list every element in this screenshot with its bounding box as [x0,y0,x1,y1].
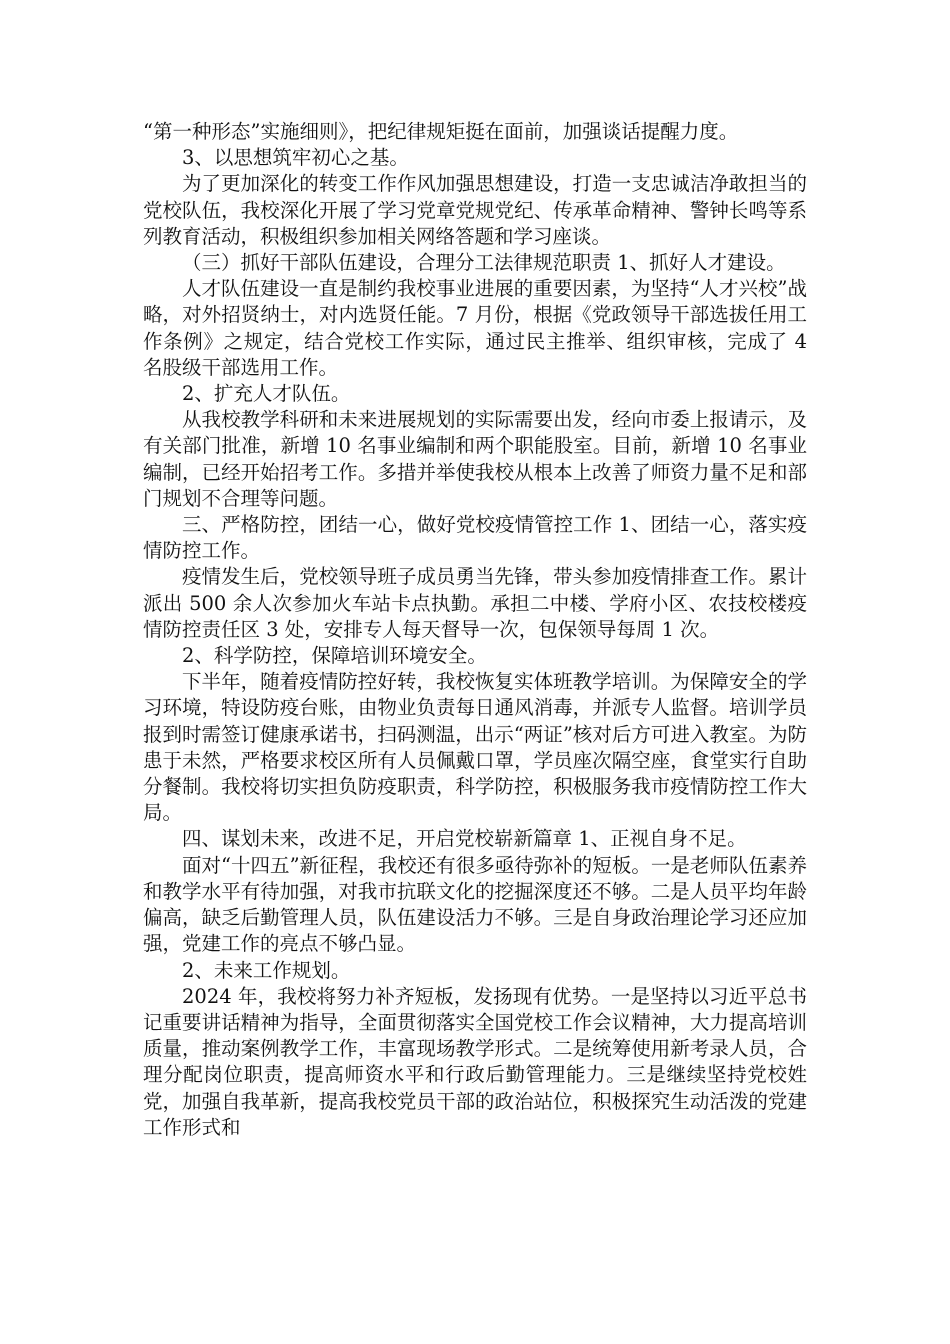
paragraph-5: 人才队伍建设一直是制约我校事业进展的重要因素，为坚持“人才兴校”战略，对外招贤纳士，对内选贤任能。7 月份，根据《党政领导干部选拔任用工作条例》之规定，结合党校工作实际，通过民主推举、组织审核，完成了 4 名股级干部选用工作。 [143,277,807,379]
paragraph-13: 面对“十四五”新征程，我校还有很多亟待弥补的短板。一是老师队伍素养和教学水平有待加强，对我市抗联文化的挖掘深度还不够。二是人员平均年龄偏高，缺乏后勤管理人员，队伍建设活力不够。三是自身政治理论学习还应加强，党建工作的亮点不够凸显。 [143,853,807,956]
paragraph-12: 四、谋划未来，改进不足，开启党校崭新篇章 1、正视自身不足。 [182,827,747,851]
paragraph-8: 三、严格防控，团结一心，做好党校疫情管控工作 1、团结一心，落实疫情防控工作。 [143,513,807,563]
paragraph-4: （三）抓好干部队伍建设，合理分工法律规范职责 1、抓好人才建设。 [182,251,786,275]
paragraph-6: 2、扩充人才队伍。 [182,382,351,406]
paragraph-1: “第一种形态”实施细则》，把纪律规矩挺在面前，加强谈话提醒力度。 [143,120,739,143]
document-page [143,119,807,1141]
paragraph-9: 疫情发生后，党校领导班子成员勇当先锋，带头参加疫情排查工作。累计派出 500 余人次参加火车站卡点执勤。承担二中楼、学府小区、农技校楼疫情防控责任区 3 处，安排专人每天督导一次，包保领导每周 1 次。 [143,565,807,641]
paragraph-10: 2、科学防控，保障培训环境安全。 [182,644,487,668]
paragraph-14: 2、未来工作规划。 [182,958,351,982]
paragraph-7: 从我校教学科研和未来进展规划的实际需要出发，经向市委上报请示，及有关部门批准，新增 10 名事业编制和两个职能股室。目前，新增 10 名事业编制，已经开始招考工作。多措并举使我校从根本上改善了师资力量不足和部门规划不合理等问题。 [143,408,807,510]
paragraph-2: 3、以思想筑牢初心之基。 [182,146,409,170]
paragraph-11: 下半年，随着疫情防控好转，我校恢复实体班教学培训。为保障安全的学习环境，特设防疫台账，由物业负责每日通风消毒，并派专人监督。培训学员报到时需签订健康承诺书，扫码测温，出示“两证”核对后方可进入教室。为防患于未然，严格要求校区所有人员佩戴口罩，学员座次隔空座，食堂实行自助分餐制。我校将切实担负防疫职责，科学防控，积极服务我市疫情防控工作大局。 [143,670,807,825]
paragraph-15: 2024 年，我校将努力补齐短板，发扬现有优势。一是坚持以习近平总书记重要讲话精神为指导，全面贯彻落实全国党校工作会议精神，大力提高培训质量，推动案例教学工作，丰富现场教学形式。二是统筹使用新考录人员，合理分配岗位职责，提高师资水平和行政后勤管理能力。三是继续坚持党校姓党，加强自我革新，提高我校党员干部的政治站位，积极探究生动活泼的党建工作形式和 [143,984,807,1139]
paragraph-3: 为了更加深化的转变工作作风加强思想建设，打造一支忠诚洁净敢担当的党校队伍，我校深化开展了学习党章党规党纪、传承革命精神、警钟长鸣等系列教育活动，积极组织参加相关网络答题和学习座谈。 [143,172,807,248]
